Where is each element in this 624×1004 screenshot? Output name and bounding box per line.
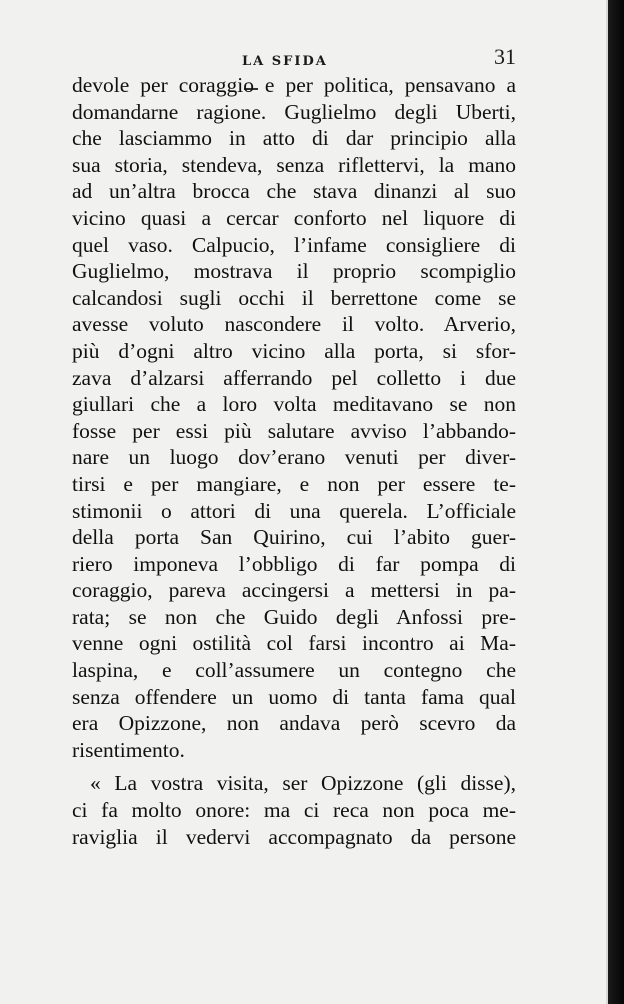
text-line: fosse per essi più salutare avviso l’abbando- <box>72 418 516 443</box>
book-edge <box>608 0 624 1004</box>
text-line: stimonii o attori di una querela. L’officiale <box>72 498 516 523</box>
text-line: domandarne ragione. Guglielmo degli Uberti, <box>72 99 516 124</box>
text-line: riero imponeva l’obbligo di far pompa di <box>72 551 516 576</box>
text-line: avesse voluto nascondere il volto. Arverio, <box>72 312 516 337</box>
paragraph-2 <box>72 770 516 850</box>
text-line: tirsi e per mangiare, e non per essere te- <box>72 471 516 496</box>
text-line: ad un’altra brocca che stava dinanzi al suo <box>72 179 516 204</box>
text-line: risentimento. <box>72 737 185 762</box>
body-text <box>72 72 516 850</box>
text-line: nare un luogo dov’erano venuti per diver- <box>72 445 516 470</box>
text-line: rata; se non che Guido degli Anfossi pre- <box>72 604 516 629</box>
text-line: ci fa molto onore: ma ci reca non poca me- <box>72 798 516 823</box>
text-line: coraggio, pareva accingersi a mettersi in pa- <box>72 578 516 603</box>
text-line: raviglia il vedervi accompagnato da persone <box>72 824 516 849</box>
text-line: quel vaso. Calpucio, l’infame consigliere di <box>72 232 516 257</box>
running-title: LA SFIDA <box>242 54 328 69</box>
text-line: vicino quasi a cercar conforto nel liquore di <box>72 205 516 230</box>
text-line: sua storia, stendeva, senza riflettervi, la mano <box>72 152 516 177</box>
text-line: era Opizzone, non andava però scevro da <box>72 711 516 736</box>
text-line: della porta San Quirino, cui l’abito guer- <box>72 525 516 550</box>
text-line: giullari che a loro volta meditavano se non <box>72 392 516 417</box>
page-number: 31 <box>494 44 516 69</box>
text-line: più d’ogni altro vicino alla porta, si sfor- <box>72 338 516 363</box>
text-line: che lasciammo in atto di dar principio alla <box>72 126 516 151</box>
text-line: zava d’alzarsi afferrando pel colletto i due <box>72 365 516 390</box>
text-line: venne ogni ostilità col farsi incontro ai Ma- <box>72 631 516 656</box>
paragraph-gap <box>72 763 516 770</box>
text-line: senza offendere un uomo di tanta fama qual <box>72 684 516 709</box>
text-line: laspina, e coll’assumere un contegno che <box>72 658 516 683</box>
text-line: « La vostra visita, ser Opizzone (gli disse), <box>90 771 516 796</box>
text-line: devole per coraggio e per politica, pensavano a <box>72 73 516 97</box>
text-line: calcandosi sugli occhi il berrettone come se <box>72 285 516 310</box>
text-line: Guglielmo, mostrava il proprio scompiglio <box>72 259 516 284</box>
paragraph-1 <box>72 72 516 763</box>
